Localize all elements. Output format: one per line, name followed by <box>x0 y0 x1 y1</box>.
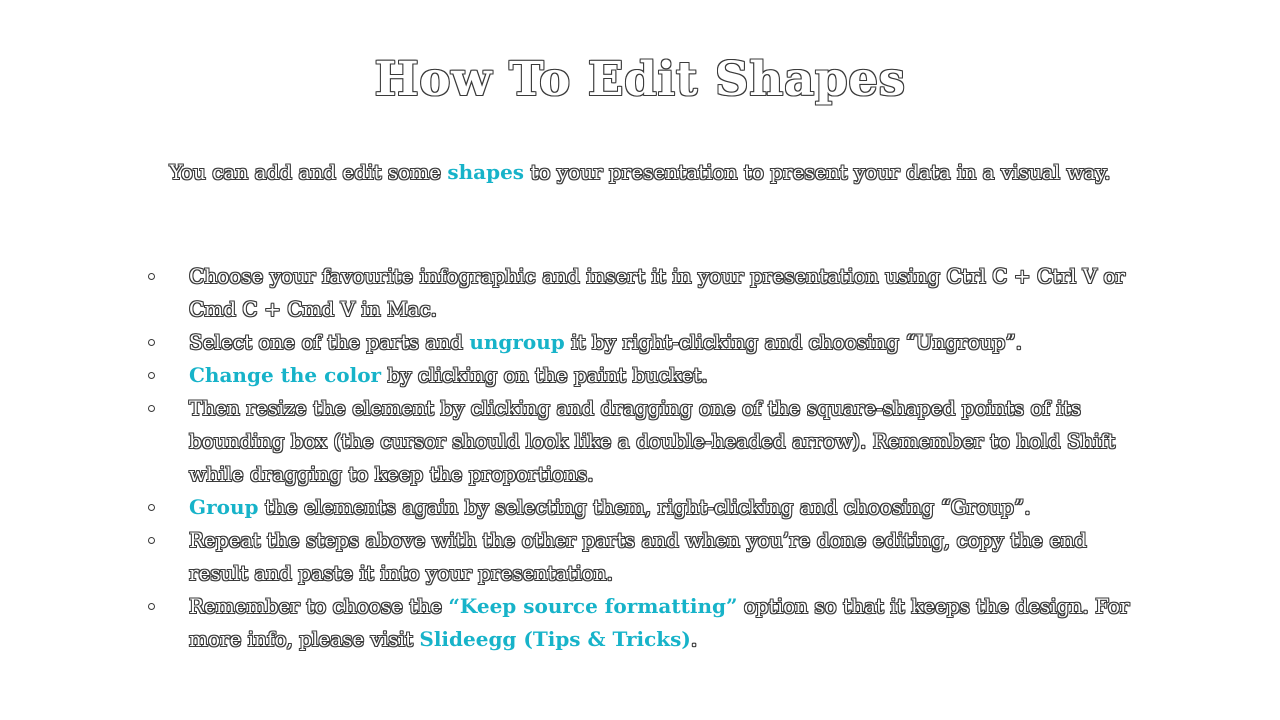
step-text: Select one of the parts and <box>189 330 470 354</box>
bullet-circle-icon <box>148 405 155 412</box>
step-text-after: it by right-clicking and choosing “Ungroup”. <box>564 330 1023 354</box>
step-highlight-keep-source-formatting: “Keep source formatting” <box>448 594 738 618</box>
bullet-circle-icon <box>148 504 155 511</box>
step-item <box>150 590 1135 656</box>
subtitle-highlight-shapes: shapes <box>447 160 525 184</box>
step-text-end: . <box>690 627 698 651</box>
bullet-circle-icon <box>148 537 155 544</box>
bullet-circle-icon <box>148 339 155 346</box>
step-item <box>150 326 1135 359</box>
bullet-circle-icon <box>148 273 155 280</box>
step-item <box>150 260 1135 326</box>
step-text: Repeat the steps above with the other parts and when you’re done editing, copy the end result and paste it into your presentation. <box>189 528 1087 585</box>
step-text-after: option so that it keeps the design. For more info, please visit <box>189 594 1130 651</box>
step-text-after: the elements again by selecting them, right-clicking and choosing “Group”. <box>258 495 1031 519</box>
step-text: Then resize the element by clicking and dragging one of the square-shaped points of its bounding box (the cursor should look like a double-headed arrow). Remember to hold Shift while dragging to keep the proportions. <box>189 396 1116 486</box>
slideegg-tips-link[interactable]: Slideegg (Tips & Tricks) <box>419 627 691 651</box>
step-highlight-change-color: Change the color <box>189 363 382 387</box>
step-item <box>150 392 1135 491</box>
slide-title: How To Edit Shapes <box>374 52 906 107</box>
bullet-circle-icon <box>148 603 155 610</box>
step-text: Choose your favourite infographic and insert it in your presentation using Ctrl C + Ctrl V or Cmd C + Cmd V in Mac. <box>189 264 1126 321</box>
slide-subtitle <box>0 160 1280 184</box>
step-text: Remember to choose the <box>189 594 449 618</box>
step-item <box>150 524 1135 590</box>
step-item <box>150 491 1135 524</box>
step-highlight-ungroup: ungroup <box>469 330 565 354</box>
step-highlight-group: Group <box>189 495 259 519</box>
steps-list <box>150 260 1135 656</box>
subtitle-text-before: You can add and edit some <box>169 160 448 184</box>
step-item <box>150 359 1135 392</box>
step-text-after: by clicking on the paint bucket. <box>381 363 708 387</box>
subtitle-text-after: to your presentation to present your data in a visual way. <box>524 160 1111 184</box>
bullet-circle-icon <box>148 372 155 379</box>
